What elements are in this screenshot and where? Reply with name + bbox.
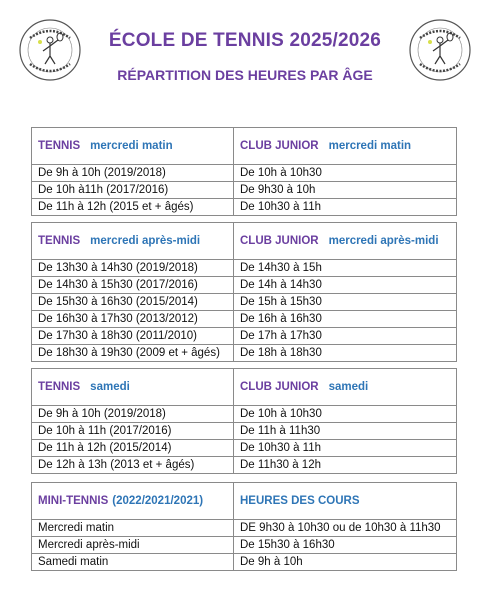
club-junior-slot: De 9h30 à 10h — [234, 182, 457, 199]
club-junior-slot: De 10h à 10h30 — [234, 165, 457, 182]
session-hours: De 15h30 à 16h30 — [234, 537, 457, 554]
table-row — [32, 537, 457, 554]
session-label: Mercredi matin — [32, 520, 234, 537]
table-header-row — [32, 369, 457, 406]
session-hours: DE 9h30 à 10h30 ou de 10h30 à 11h30 — [234, 520, 457, 537]
club-junior-slot: De 15h à 15h30 — [234, 294, 457, 311]
tennis-slot: De 10h à11h (2017/2016) — [32, 182, 234, 199]
tennis-slot: De 9h à 10h (2019/2018) — [32, 165, 234, 182]
header-cell-tennis: TENNIS samedi — [32, 369, 234, 406]
table-row — [32, 554, 457, 571]
session-label: Mercredi après-midi — [32, 537, 234, 554]
club-junior-slot: De 16h à 16h30 — [234, 311, 457, 328]
header-cell-course-hours: HEURES DES COURS — [234, 483, 457, 520]
schedule-table-saturday — [31, 368, 457, 474]
header-cell-club-junior: CLUB JUNIOR mercredi après-midi — [234, 223, 457, 260]
session-hours: De 9h à 10h — [234, 554, 457, 571]
table-header-row — [32, 223, 457, 260]
schedule-table-mini-tennis — [31, 482, 457, 571]
table-header-row — [32, 128, 457, 165]
tennis-slot: De 9h à 10h (2019/2018) — [32, 406, 234, 423]
club-junior-slot: De 14h à 14h30 — [234, 277, 457, 294]
tennis-slot: De 10h à 11h (2017/2016) — [32, 423, 234, 440]
table-row — [32, 199, 457, 216]
page-subtitle: RÉPARTITION DES HEURES PAR ÂGE — [117, 67, 373, 83]
table-row — [32, 440, 457, 457]
tennis-slot: De 18h30 à 19h30 (2009 et + âgés) — [32, 345, 234, 362]
club-junior-slot: De 10h à 10h30 — [234, 406, 457, 423]
table-header-row — [32, 483, 457, 520]
tennis-slot: De 11h à 12h (2015/2014) — [32, 440, 234, 457]
header-cell-mini-tennis: MINI-TENNIS (2022/2021/2021) — [32, 483, 234, 520]
header-cell-club-junior: CLUB JUNIOR mercredi matin — [234, 128, 457, 165]
header-cell-tennis: TENNIS mercredi après-midi — [32, 223, 234, 260]
schedule-table-wednesday-morning — [31, 127, 457, 216]
table-row — [32, 294, 457, 311]
tennis-slot: De 14h30 à 15h30 (2017/2016) — [32, 277, 234, 294]
table-row — [32, 328, 457, 345]
club-junior-slot: De 11h à 11h30 — [234, 423, 457, 440]
header-cell-club-junior: CLUB JUNIOR samedi — [234, 369, 457, 406]
table-row — [32, 457, 457, 474]
table-row — [32, 311, 457, 328]
tennis-slot: De 11h à 12h (2015 et + âgés) — [32, 199, 234, 216]
club-junior-slot: De 10h30 à 11h — [234, 199, 457, 216]
table-row — [32, 277, 457, 294]
club-junior-slot: De 17h à 17h30 — [234, 328, 457, 345]
table-row — [32, 423, 457, 440]
club-junior-slot: De 18h à 18h30 — [234, 345, 457, 362]
table-row — [32, 165, 457, 182]
table-row — [32, 406, 457, 423]
club-junior-slot: De 10h30 à 11h — [234, 440, 457, 457]
club-junior-slot: De 14h30 à 15h — [234, 260, 457, 277]
schedule-table-wednesday-afternoon — [31, 222, 457, 362]
club-junior-slot: De 11h30 à 12h — [234, 457, 457, 474]
table-row — [32, 260, 457, 277]
tennis-slot: De 16h30 à 17h30 (2013/2012) — [32, 311, 234, 328]
table-row — [32, 520, 457, 537]
table-row — [32, 345, 457, 362]
tennis-slot: De 13h30 à 14h30 (2019/2018) — [32, 260, 234, 277]
tennis-slot: De 17h30 à 18h30 (2011/2010) — [32, 328, 234, 345]
table-row — [32, 182, 457, 199]
tennis-slot: De 15h30 à 16h30 (2015/2014) — [32, 294, 234, 311]
tennis-slot: De 12h à 13h (2013 et + âgés) — [32, 457, 234, 474]
session-label: Samedi matin — [32, 554, 234, 571]
page-title: ÉCOLE DE TENNIS 2025/2026 — [108, 30, 382, 51]
header-cell-tennis: TENNIS mercredi matin — [32, 128, 234, 165]
